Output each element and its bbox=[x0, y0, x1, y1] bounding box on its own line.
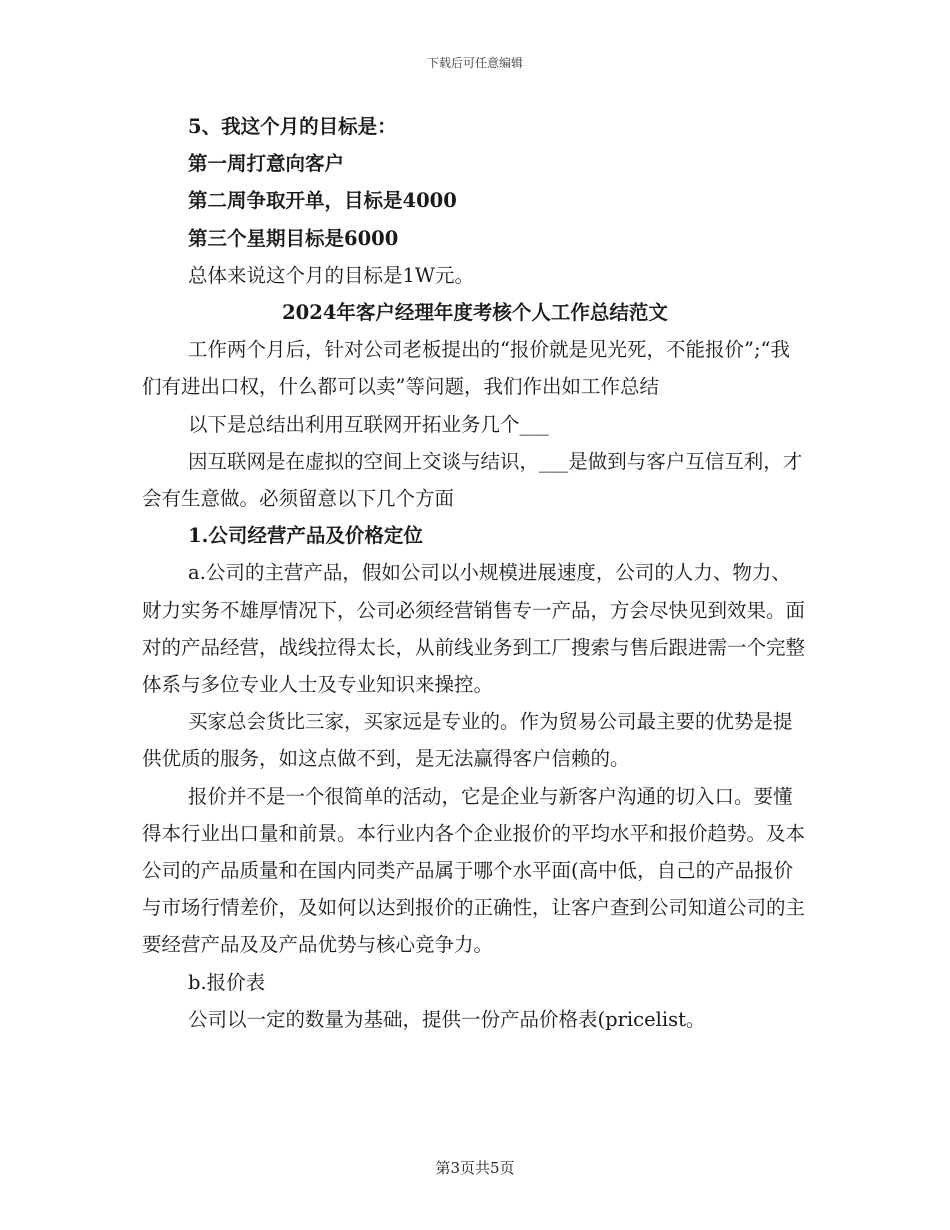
intro-paragraph: 工作两个月后，针对公司老板提出的“报价就是见光死，不能报价”;“我们有进出口权，什么都可以卖”等问题，我们作出如工作总结 bbox=[142, 338, 790, 399]
month-goal-summary: 总体来说这个月的目标是1W元。 bbox=[188, 263, 474, 287]
summary-lead: 以下是总结出利用互联网开拓业务几个___ bbox=[188, 412, 549, 436]
price-list-paragraph: 公司以一定的数量为基础，提供一份产品价格表(pricelist。 bbox=[188, 1007, 706, 1031]
buyer-paragraph: 买家总会货比三家，买家远是专业的。作为贸易公司最主要的优势是提供优质的服务，如这点做不到，是无法赢得客户信赖的。 bbox=[142, 710, 793, 771]
goal-heading: 5、我这个月的目标是： bbox=[188, 115, 397, 138]
section-heading-1: 1.公司经营产品及价格定位 bbox=[188, 524, 423, 548]
page-header: 下载后可任意编辑 bbox=[426, 56, 523, 70]
price-list-heading: b.报价表 bbox=[188, 970, 266, 994]
page-number: 第3页共5页 bbox=[435, 1159, 515, 1177]
document-title: 2024年客户经理年度考核个人工作总结范文 bbox=[282, 301, 668, 325]
week-one-goal: 第一周打意向客户 bbox=[188, 152, 345, 176]
week-two-goal: 第二周争取开单，目标是4000 bbox=[188, 189, 457, 213]
internet-paragraph: 因互联网是在虚拟的空间上交谈与结识，___是做到与客户互信互利，才会有生意做。必须留意以下几个方面 bbox=[142, 449, 803, 511]
document-body bbox=[142, 108, 808, 1038]
quotation-paragraph: 报价并不是一个很简单的活动，它是企业与新客户沟通的切入口。要懂得本行业出口量和前景。本行业内各个企业报价的平均水平和报价趋势。及本公司的产品质量和在国内同类产品属于哪个水平面(高中低，自己的产品报价与市场行情差价，及如何以达到报价的正确性，让客户查到公司知道公司的主要经营产品及及产品优势与核心竞争力。 bbox=[142, 784, 806, 957]
main-products-paragraph: a.公司的主营产品，假如公司以小规模进展速度，公司的人力、物力、财力实务不雄厚情况下，公司必须经营销售专一产品，方会尽快见到效果。面对的产品经营，战线拉得太长，从前线业务到工厂搜索与售后跟进需一个完整体系与多位专业人士及专业知识来操控。 bbox=[142, 561, 806, 697]
week-three-goal: 第三个星期目标是6000 bbox=[188, 226, 399, 250]
